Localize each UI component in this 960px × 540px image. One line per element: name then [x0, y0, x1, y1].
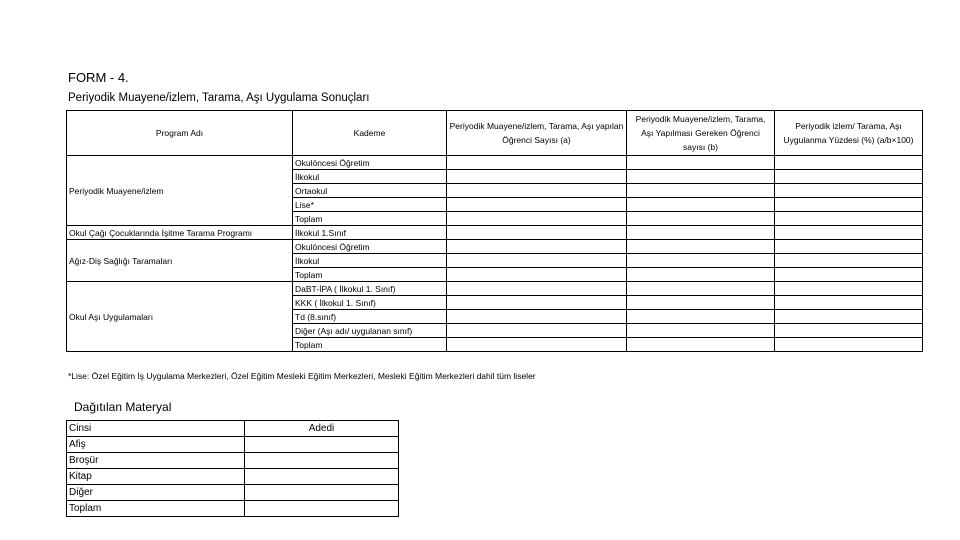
percent-cell[interactable] — [775, 296, 923, 310]
value-b-cell[interactable] — [627, 310, 775, 324]
materials-title: Dağıtılan Materyal — [74, 400, 172, 414]
header-col-c: Periyodik izlem/ Tarama, Aşı Uygulanma Yüzdesi (%) (a/b×100) — [775, 111, 923, 156]
material-type: Broşür — [67, 453, 245, 469]
value-a-cell[interactable] — [447, 324, 627, 338]
percent-cell[interactable] — [775, 198, 923, 212]
material-count[interactable] — [245, 469, 399, 485]
materials-row — [67, 437, 399, 453]
material-count[interactable] — [245, 501, 399, 517]
percent-cell[interactable] — [775, 282, 923, 296]
material-count[interactable] — [245, 485, 399, 501]
value-a-cell[interactable] — [447, 226, 627, 240]
material-count[interactable] — [245, 437, 399, 453]
material-count[interactable] — [245, 453, 399, 469]
percent-cell[interactable] — [775, 324, 923, 338]
value-a-cell[interactable] — [447, 268, 627, 282]
percent-cell[interactable] — [775, 310, 923, 324]
value-b-cell[interactable] — [627, 296, 775, 310]
value-b-cell[interactable] — [627, 254, 775, 268]
percent-cell[interactable] — [775, 240, 923, 254]
percent-cell[interactable] — [775, 156, 923, 170]
header-adedi: Adedi — [245, 421, 399, 437]
value-b-cell[interactable] — [627, 170, 775, 184]
percent-cell[interactable] — [775, 212, 923, 226]
kademe-cell: DaBT-İPA ( İlkokul 1. Sınıf) — [293, 282, 447, 296]
value-a-cell[interactable] — [447, 338, 627, 352]
value-b-cell[interactable] — [627, 240, 775, 254]
value-a-cell[interactable] — [447, 212, 627, 226]
percent-cell[interactable] — [775, 170, 923, 184]
footnote: *Lise: Özel Eğitim İş Uygulama Merkezleri, Özel Eğitim Mesleki Eğitim Merkezleri, Mesleki Eğitim Merkezleri dahil tüm liseler — [68, 371, 536, 381]
kademe-cell: Toplam — [293, 338, 447, 352]
value-a-cell[interactable] — [447, 198, 627, 212]
value-a-cell[interactable] — [447, 254, 627, 268]
kademe-cell: İlkokul — [293, 254, 447, 268]
header-cinsi: Cinsi — [67, 421, 245, 437]
percent-cell[interactable] — [775, 184, 923, 198]
program-name: Ağız-Diş Sağlığı Taramaları — [67, 240, 293, 282]
kademe-cell: Toplam — [293, 268, 447, 282]
value-b-cell[interactable] — [627, 338, 775, 352]
material-type: Toplam — [67, 501, 245, 517]
value-b-cell[interactable] — [627, 282, 775, 296]
form-title: FORM - 4. — [68, 70, 129, 85]
percent-cell[interactable] — [775, 338, 923, 352]
kademe-cell: Lise* — [293, 198, 447, 212]
value-b-cell[interactable] — [627, 212, 775, 226]
table-row — [67, 282, 923, 296]
kademe-cell: İlkokul — [293, 170, 447, 184]
value-a-cell[interactable] — [447, 184, 627, 198]
value-a-cell[interactable] — [447, 282, 627, 296]
value-a-cell[interactable] — [447, 156, 627, 170]
materials-header-row — [67, 421, 399, 437]
value-b-cell[interactable] — [627, 198, 775, 212]
program-name: Okul Aşı Uygulamaları — [67, 282, 293, 352]
kademe-cell: Toplam — [293, 212, 447, 226]
value-a-cell[interactable] — [447, 310, 627, 324]
header-row — [67, 111, 923, 156]
value-b-cell[interactable] — [627, 226, 775, 240]
material-type: Kitap — [67, 469, 245, 485]
kademe-cell: Td (8.sınıf) — [293, 310, 447, 324]
value-b-cell[interactable] — [627, 184, 775, 198]
header-col-a: Periyodik Muayene/izlem, Tarama, Aşı yapılan Öğrenci Sayısı (a) — [447, 111, 627, 156]
materials-row — [67, 501, 399, 517]
value-a-cell[interactable] — [447, 296, 627, 310]
percent-cell[interactable] — [775, 254, 923, 268]
kademe-cell: İlkokul 1.Sınıf — [293, 226, 447, 240]
value-b-cell[interactable] — [627, 268, 775, 282]
percent-cell[interactable] — [775, 226, 923, 240]
value-a-cell[interactable] — [447, 170, 627, 184]
table-row — [67, 240, 923, 254]
materials-row — [67, 453, 399, 469]
material-type: Diğer — [67, 485, 245, 501]
form-subtitle: Periyodik Muayene/izlem, Tarama, Aşı Uygulama Sonuçları — [68, 92, 370, 104]
program-name: Periyodik Muayene/izlem — [67, 156, 293, 226]
kademe-cell: Diğer (Aşı adı/ uygulanan sınıf) — [293, 324, 447, 338]
header-col-b: Periyodik Muayene/izlem, Tarama, Aşı Yapılması Gereken Öğrenci sayısı (b) — [627, 111, 775, 156]
materials-row — [67, 485, 399, 501]
percent-cell[interactable] — [775, 268, 923, 282]
materials-row — [67, 469, 399, 485]
program-name: Okul Çağı Çocuklarında İşitme Tarama Programı — [67, 226, 293, 240]
header-kademe: Kademe — [293, 111, 447, 156]
materials-table — [66, 420, 399, 517]
value-b-cell[interactable] — [627, 156, 775, 170]
kademe-cell: Okulöncesi Öğretim — [293, 240, 447, 254]
value-a-cell[interactable] — [447, 240, 627, 254]
kademe-cell: Ortaokul — [293, 184, 447, 198]
value-b-cell[interactable] — [627, 324, 775, 338]
kademe-cell: KKK ( İlkokul 1. Sınıf) — [293, 296, 447, 310]
material-type: Afiş — [67, 437, 245, 453]
table-row — [67, 156, 923, 170]
kademe-cell: Okulöncesi Öğretim — [293, 156, 447, 170]
table-row — [67, 226, 923, 240]
header-program: Program Adı — [67, 111, 293, 156]
results-table — [66, 110, 923, 352]
